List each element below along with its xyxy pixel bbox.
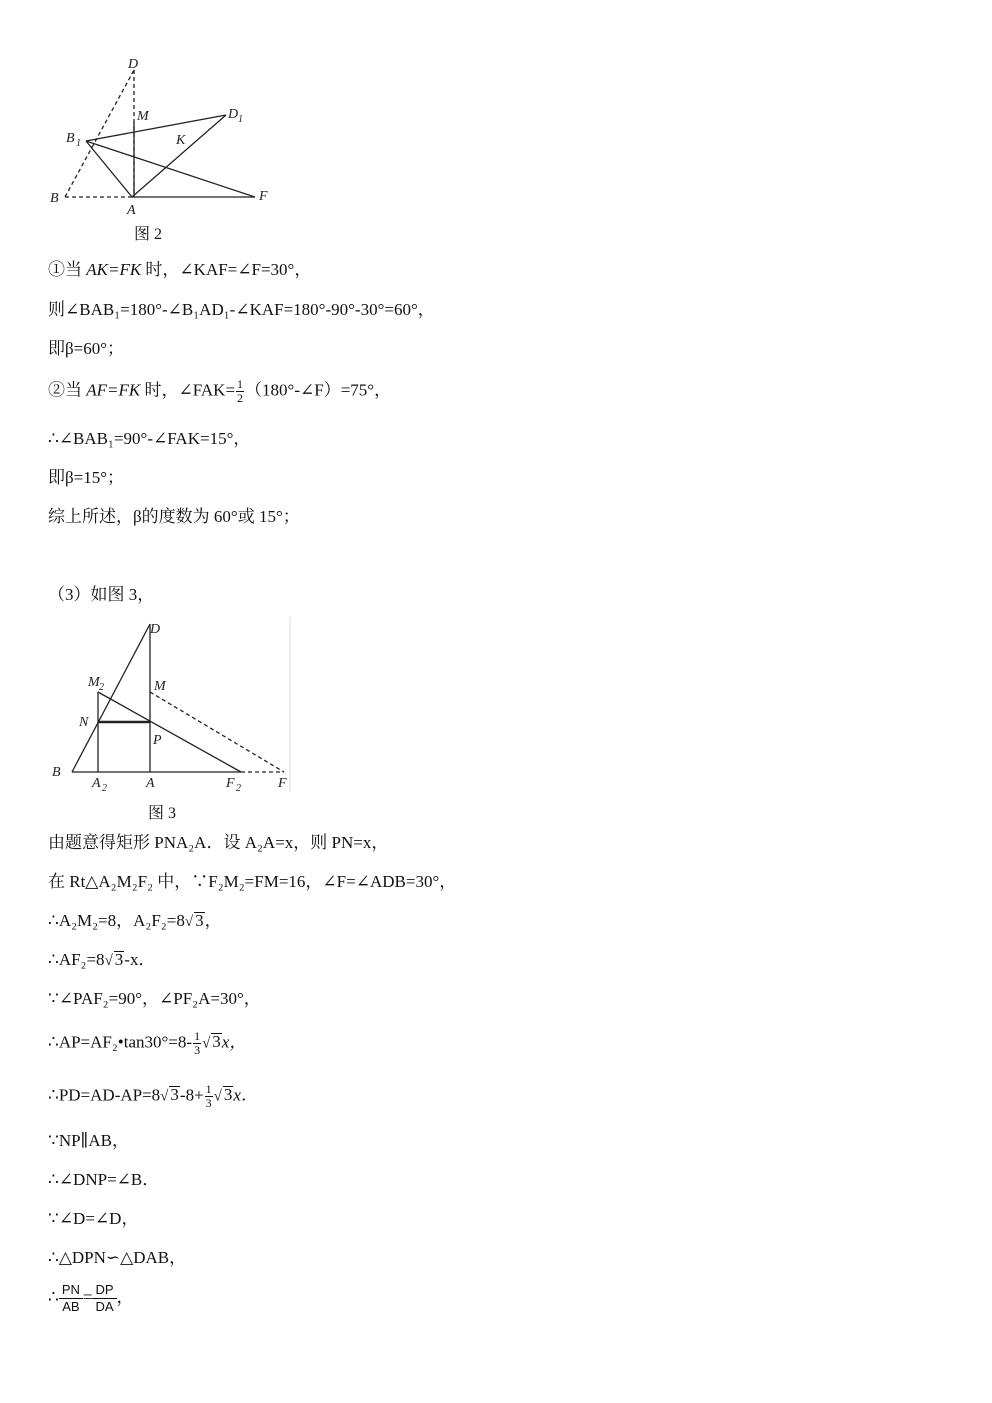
label-F2: F bbox=[226, 776, 235, 791]
fraction-pn-ab: $\frac{PN}{AB}$ bbox=[59, 1282, 83, 1315]
case2-result: 即β=15°； bbox=[48, 468, 125, 487]
fraction-one-third: $\frac{1}{3}$ bbox=[194, 1029, 201, 1057]
segment-B1-D1 bbox=[86, 115, 226, 141]
figure-3 bbox=[46, 612, 296, 797]
label-A2-sub: 2 bbox=[102, 783, 107, 794]
figure-2-caption: 图 2 bbox=[134, 226, 163, 243]
label-K: K bbox=[176, 133, 186, 148]
label-F: F bbox=[259, 189, 268, 204]
segment-B1-F bbox=[86, 141, 255, 197]
derivation-line-10: ∵∠D=∠D， bbox=[48, 1209, 139, 1228]
label-M: M bbox=[137, 109, 149, 124]
segment-A-D1 bbox=[132, 115, 226, 197]
derivation-line-5: ∵∠PAF₂=90°，∠PF₂A=30°， bbox=[48, 989, 261, 1008]
fraction-one-third-2: $\frac{1}{3}$ bbox=[205, 1082, 212, 1110]
part3-heading: （3）如图 3， bbox=[48, 585, 155, 604]
segment-B-D bbox=[72, 624, 150, 772]
label-A: A bbox=[127, 203, 136, 217]
label-P: P bbox=[153, 733, 162, 748]
summary-line: 综上所述，β的度数为 60°或 15°； bbox=[48, 507, 300, 526]
derivation-line-9: ∴∠DNP=∠B． bbox=[48, 1170, 160, 1189]
label-B: B bbox=[50, 191, 59, 206]
label-D1-sub: 1 bbox=[238, 114, 243, 125]
label-B1: B bbox=[66, 131, 75, 146]
derivation-line-1: 由题意得矩形 PNA₂A．设 A₂A=x，则 PN=x， bbox=[48, 833, 389, 852]
label-A2: A bbox=[92, 776, 101, 791]
figure-2 bbox=[40, 52, 280, 217]
label-B1-sub: 1 bbox=[76, 138, 81, 149]
label-M2: M bbox=[88, 675, 100, 690]
segment-B1-A bbox=[86, 141, 132, 197]
derivation-line-11: ∴△DPN∽△DAB， bbox=[48, 1248, 187, 1267]
derivation-line-7: ∴PD=AD-AP=8√ 3-8+ $\frac{1}{3}$ √ 3x． bbox=[48, 1082, 258, 1110]
label-M2-sub: 2 bbox=[99, 682, 104, 693]
label-F2-sub: 2 bbox=[236, 783, 241, 794]
case2-calc: ∴∠BAB₁=90°-∠FAK=15°， bbox=[48, 429, 251, 448]
label-A: A bbox=[146, 776, 155, 791]
figure-3-caption: 图 3 bbox=[148, 805, 177, 822]
derivation-line-3: ∴A₂M₂=8，A₂F₂=8√ 3， bbox=[48, 911, 222, 930]
label-F: F bbox=[278, 776, 287, 791]
derivation-line-12: ∴ $\frac{PN}{AB}$ = $\frac{DP}{DA}$ ， bbox=[48, 1282, 134, 1314]
case2-line: ②当 AF=FK 时，∠FAK= $\frac{1}{2}$ （180°-∠F）=75°， bbox=[48, 377, 392, 405]
case1-line: ①当 AK=FK 时，∠KAF=∠F=30°， bbox=[48, 260, 312, 279]
label-N: N bbox=[79, 715, 89, 730]
derivation-line-2: 在 Rt△A₂M₂F₂ 中，∵F₂M₂=FM=16，∠F=∠ADB=30°， bbox=[48, 872, 457, 891]
case1-calc: 则∠BAB₁=180°-∠B₁AD₁-∠KAF=180°-90°-30°=60°， bbox=[48, 300, 435, 319]
derivation-line-6: ∴AP=AF₂•tan30°=8- $\frac{1}{3}$ √ 3x， bbox=[48, 1029, 247, 1057]
fraction-one-half: $\frac{1}{2}$ bbox=[237, 377, 244, 405]
label-D: D bbox=[128, 57, 139, 72]
label-M: M bbox=[154, 679, 166, 694]
label-D1: D bbox=[228, 107, 239, 122]
derivation-line-4: ∴AF₂=8√ 3-x． bbox=[48, 950, 156, 969]
derivation-line-8: ∵NP∥AB， bbox=[48, 1131, 130, 1150]
case1-result: 即β=60°； bbox=[48, 339, 125, 358]
label-B: B bbox=[52, 765, 61, 780]
label-D: D bbox=[150, 622, 161, 637]
fraction-dp-da: $\frac{DP}{DA}$ bbox=[92, 1282, 116, 1315]
